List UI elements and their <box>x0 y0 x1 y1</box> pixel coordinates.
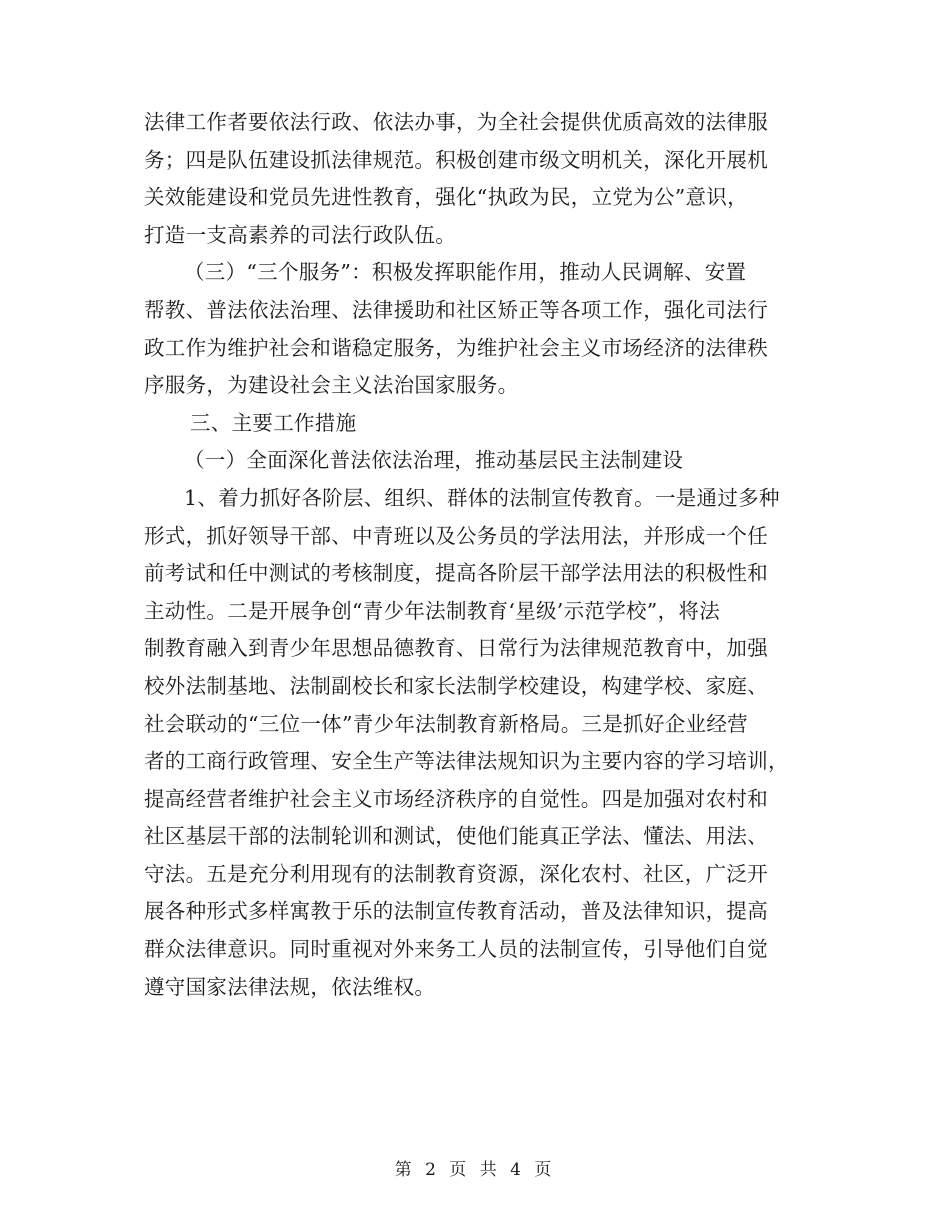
text-line: 形式，抓好领导干部、中青班以及公务员的学法用法，并形成一个任 <box>144 523 768 548</box>
subsection-heading: （一）全面深化普法依法治理，推动基层民主法制建设 <box>184 448 684 473</box>
section-heading: 三、主要工作措施 <box>190 410 357 435</box>
text-line: 社会联动的“三位一体”青少年法制教育新格局。三是抓好企业经营 <box>144 711 748 736</box>
text-line: 关效能建设和党员先进性教育，强化“执政为民，立党为公”意识， <box>144 185 748 210</box>
text-line: 群众法律意识。同时重视对外来务工人员的法制宣传，引导他们自觉 <box>144 937 768 962</box>
text-line: 务；四是队伍建设抓法律规范。积极创建市级文明机关，深化开展机 <box>144 147 768 172</box>
text-line: （三）“三个服务”：积极发挥职能作用，推动人民调解、安置 <box>184 260 747 285</box>
text-line: 序服务，为建设社会主义法治国家服务。 <box>144 373 519 398</box>
page-number-footer: 第 2 页 共 4 页 <box>394 1160 556 1180</box>
text-line: 主动性。二是开展争创“青少年法制教育‘星级’示范学校”，将法 <box>144 598 720 623</box>
text-line: 1、着力抓好各阶层、组织、群体的法制宣传教育。一是通过多种 <box>184 485 780 510</box>
text-line: 制教育融入到青少年思想品德教育、日常行为法律规范教育中，加强 <box>144 636 768 661</box>
text-line: 打造一支高素养的司法行政队伍。 <box>144 222 456 247</box>
text-line: 遵守国家法律法规，依法维权。 <box>144 974 436 999</box>
text-line: 帮教、普法依法治理、法律援助和社区矫正等各项工作，强化司法行 <box>144 297 768 322</box>
text-line: 前考试和任中测试的考核制度，提高各阶层干部学法用法的积极性和 <box>144 561 768 586</box>
text-line: 展各种形式多样寓教于乐的法制宣传教育活动，普及法律知识，提高 <box>144 899 768 924</box>
text-line: 法律工作者要依法行政、依法办事，为全社会提供优质高效的法律服 <box>144 110 768 134</box>
text-line: 者的工商行政管理、安全生产等法律法规知识为主要内容的学习培训， <box>144 749 789 774</box>
text-line: 提高经营者维护社会主义市场经济秩序的自觉性。四是加强对农村和 <box>144 786 768 811</box>
text-line: 守法。五是充分利用现有的法制教育资源，深化农村、社区，广泛开 <box>144 861 768 886</box>
document-body <box>144 104 812 1006</box>
text-line: 社区基层干部的法制轮训和测试，使他们能真正学法、懂法、用法、 <box>144 824 768 849</box>
text-line: 校外法制基地、法制副校长和家长法制学校建设，构建学校、家庭、 <box>144 673 768 698</box>
text-line: 政工作为维护社会和谐稳定服务，为维护社会主义市场经济的法律秩 <box>144 335 768 360</box>
